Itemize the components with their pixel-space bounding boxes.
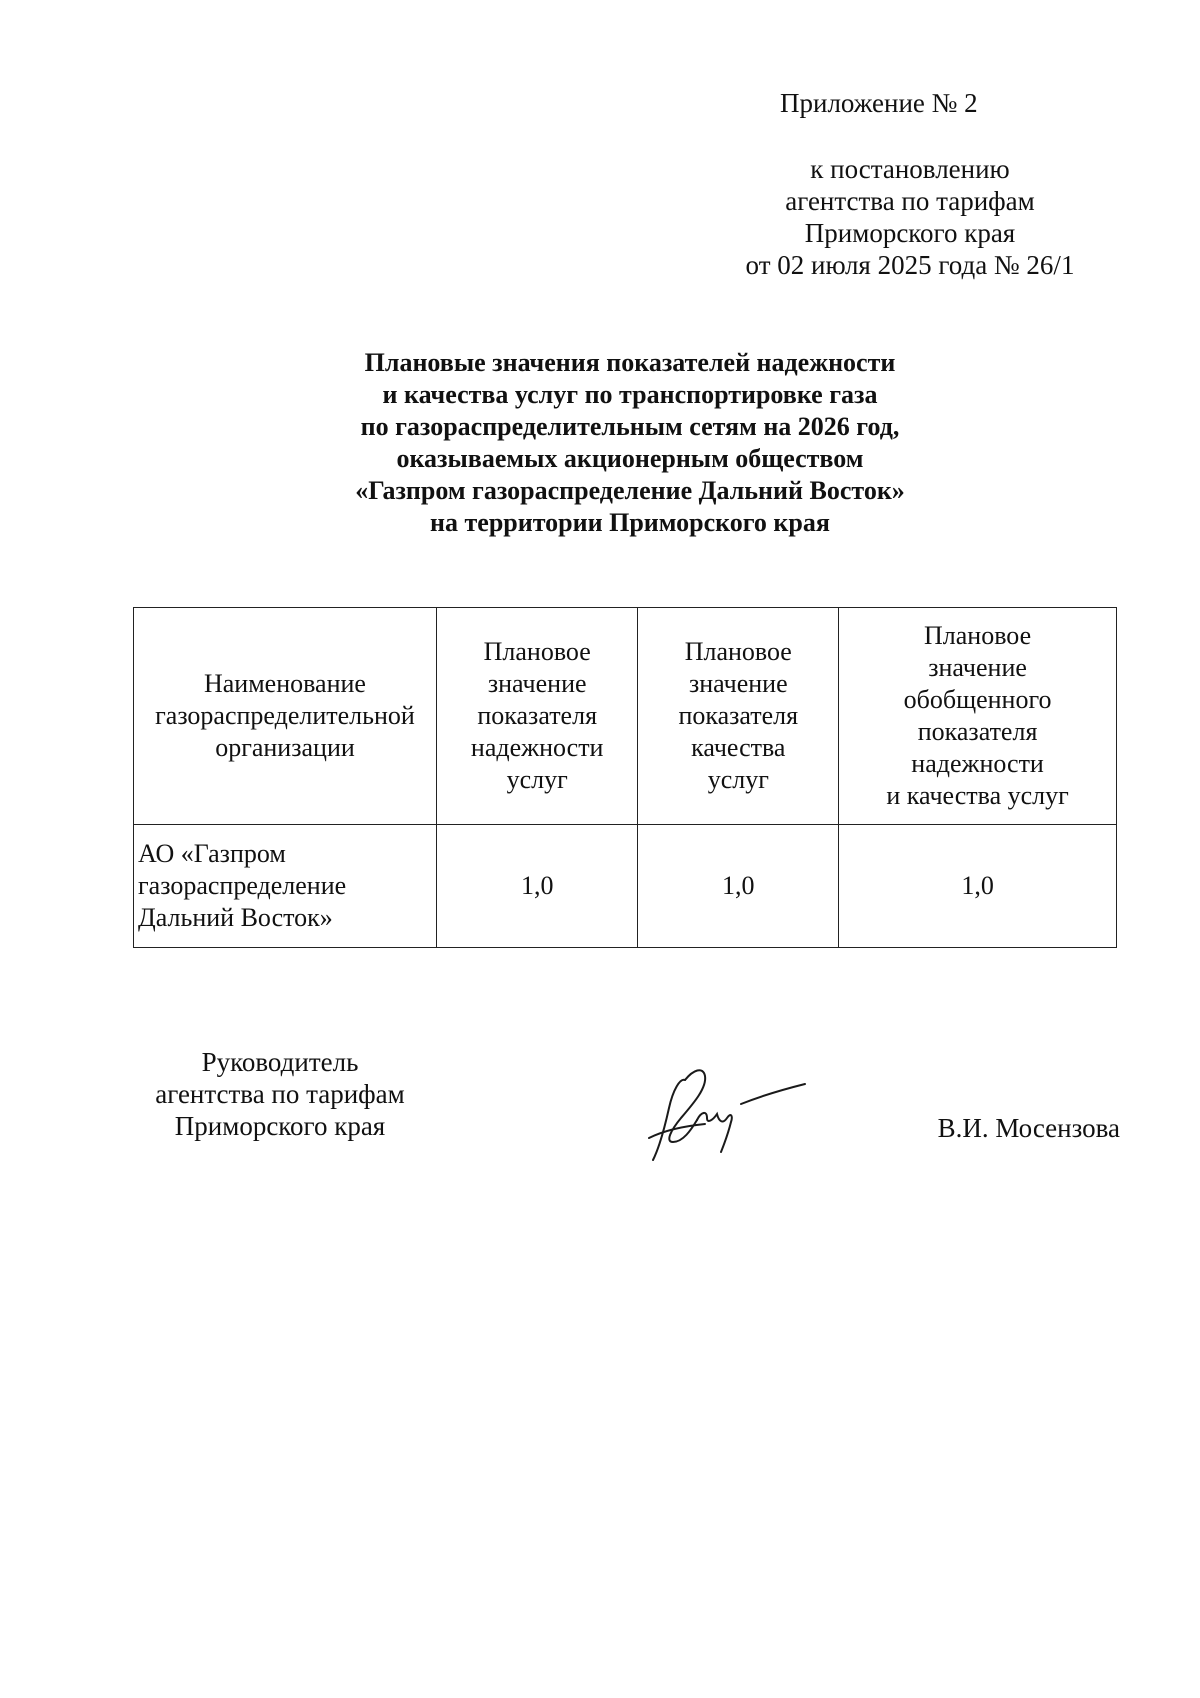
cell-organization bbox=[134, 825, 437, 948]
handwritten-signature bbox=[645, 1060, 815, 1170]
header-line: значение bbox=[928, 653, 1027, 682]
header-quality bbox=[638, 608, 839, 825]
appendix-number: Приложение № 2 bbox=[780, 88, 978, 118]
header-line: обобщенного bbox=[903, 685, 1052, 714]
header-line: Плановое bbox=[684, 637, 792, 666]
header-line: показателя bbox=[477, 701, 598, 730]
cell-quality-value: 1,0 bbox=[638, 825, 839, 948]
title-line: оказываемых акционерным обществом bbox=[396, 444, 864, 473]
title-line: Плановые значения показателей надежности bbox=[364, 348, 896, 377]
header-line: Плановое bbox=[923, 621, 1032, 650]
title-line: «Газпром газораспределение Дальний Восток» bbox=[355, 476, 905, 505]
header-line: надежности bbox=[911, 749, 1044, 778]
header-line: качества bbox=[691, 733, 786, 762]
cell-generalized-value: 1,0 bbox=[839, 825, 1117, 948]
header-line: услуг bbox=[506, 765, 568, 794]
header-line: Наименование bbox=[203, 669, 366, 698]
reference-line: от 02 июля 2025 года № 26/1 bbox=[745, 250, 1075, 280]
document-title bbox=[200, 347, 1060, 539]
org-line: АО «Газпром bbox=[138, 839, 286, 868]
title-line: на территории Приморского края bbox=[430, 508, 830, 537]
appendix-reference bbox=[700, 153, 1120, 281]
header-line: организации bbox=[215, 733, 355, 762]
header-line: услуг bbox=[707, 765, 769, 794]
header-line: надежности bbox=[470, 733, 604, 762]
title-line: и качества услуг по транспортировке газа bbox=[382, 380, 878, 409]
header-line: показателя bbox=[678, 701, 799, 730]
reference-line: к постановлению bbox=[810, 154, 1010, 184]
title-line: по газораспределительным сетям на 2026 год, bbox=[360, 412, 900, 441]
header-line: показателя bbox=[917, 717, 1038, 746]
table-header-row bbox=[134, 608, 1117, 825]
position-line: Руководитель bbox=[201, 1047, 359, 1077]
reference-line: Приморского края bbox=[804, 218, 1016, 248]
header-generalized bbox=[839, 608, 1117, 825]
signatory-position bbox=[130, 1046, 430, 1142]
position-line: Приморского края bbox=[174, 1111, 386, 1141]
signer-name: В.И. Мосензова bbox=[937, 1113, 1120, 1143]
cell-reliability-value: 1,0 bbox=[436, 825, 637, 948]
header-reliability bbox=[436, 608, 637, 825]
header-line: значение bbox=[487, 669, 587, 698]
header-line: Плановое bbox=[483, 637, 591, 666]
header-line: значение bbox=[688, 669, 788, 698]
indicators-table bbox=[133, 607, 1117, 948]
header-line: газораспределительной bbox=[155, 701, 415, 730]
org-line: Дальний Восток» bbox=[138, 903, 333, 932]
org-line: газораспределение bbox=[138, 871, 347, 900]
position-line: агентства по тарифам bbox=[155, 1079, 405, 1109]
header-line: и качества услуг bbox=[886, 781, 1069, 810]
table-row bbox=[134, 825, 1117, 948]
header-organization bbox=[134, 608, 437, 825]
reference-line: агентства по тарифам bbox=[785, 186, 1035, 216]
